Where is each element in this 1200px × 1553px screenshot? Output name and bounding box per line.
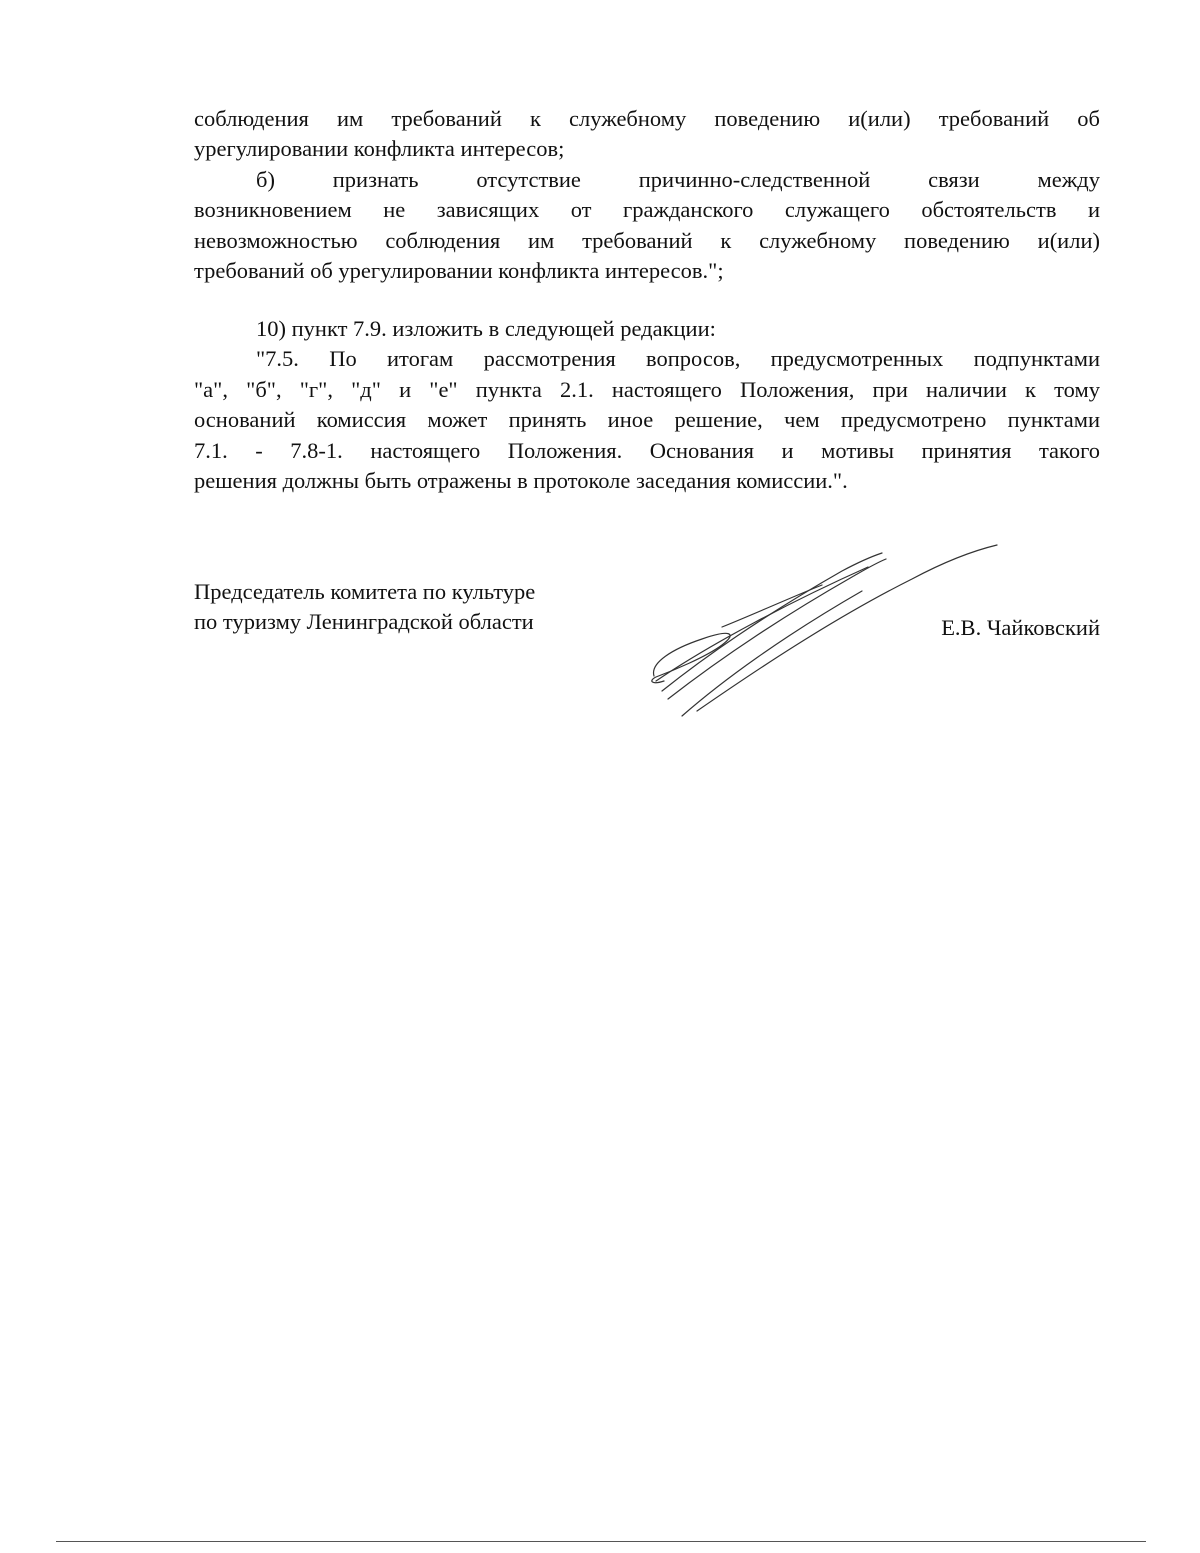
text-line: соблюдения им требований к служебному поведению и(или) требований об [194, 106, 1100, 131]
text-line: 10) пункт 7.9. изложить в следующей редакции: [256, 316, 716, 341]
text-line: "7.5. По итогам рассмотрения вопросов, предусмотренных подпунктами [256, 346, 1100, 372]
text-line: требований об урегулировании конфликта интересов."; [194, 258, 724, 284]
text-block-2 [194, 314, 1100, 496]
signatory-position [194, 577, 535, 638]
text-line: урегулировании конфликта интересов; [194, 136, 565, 162]
text-line: возникновением не зависящих от гражданского служащего обстоятельств и [194, 197, 1100, 223]
text-line: б) признать отсутствие причинно-следственной связи между [256, 166, 1100, 192]
text-line: решения должны быть отражены в протоколе заседания комиссии.". [194, 468, 848, 494]
position-line: Председатель комитета по культуре [194, 579, 536, 604]
text-line: оснований комиссия может принять иное решение, чем предусмотрено пунктами [194, 407, 1100, 433]
signatory-name: Е.В. Чайковский [941, 615, 1100, 640]
text-line: 7.1. - 7.8-1. настоящего Положения. Основания и мотивы принятия такого [194, 437, 1100, 463]
signature-block [194, 577, 1100, 717]
text-block-1 [194, 104, 1100, 286]
text-line: невозможностью соблюдения им требований к служебному поведению и(или) [194, 227, 1100, 253]
footer-rule [56, 1541, 1146, 1542]
position-line: по туризму Ленинградской области [194, 609, 534, 635]
text-line: "а", "б", "г", "д" и "е" пункта 2.1. настоящего Положения, при наличии к тому [194, 376, 1100, 402]
